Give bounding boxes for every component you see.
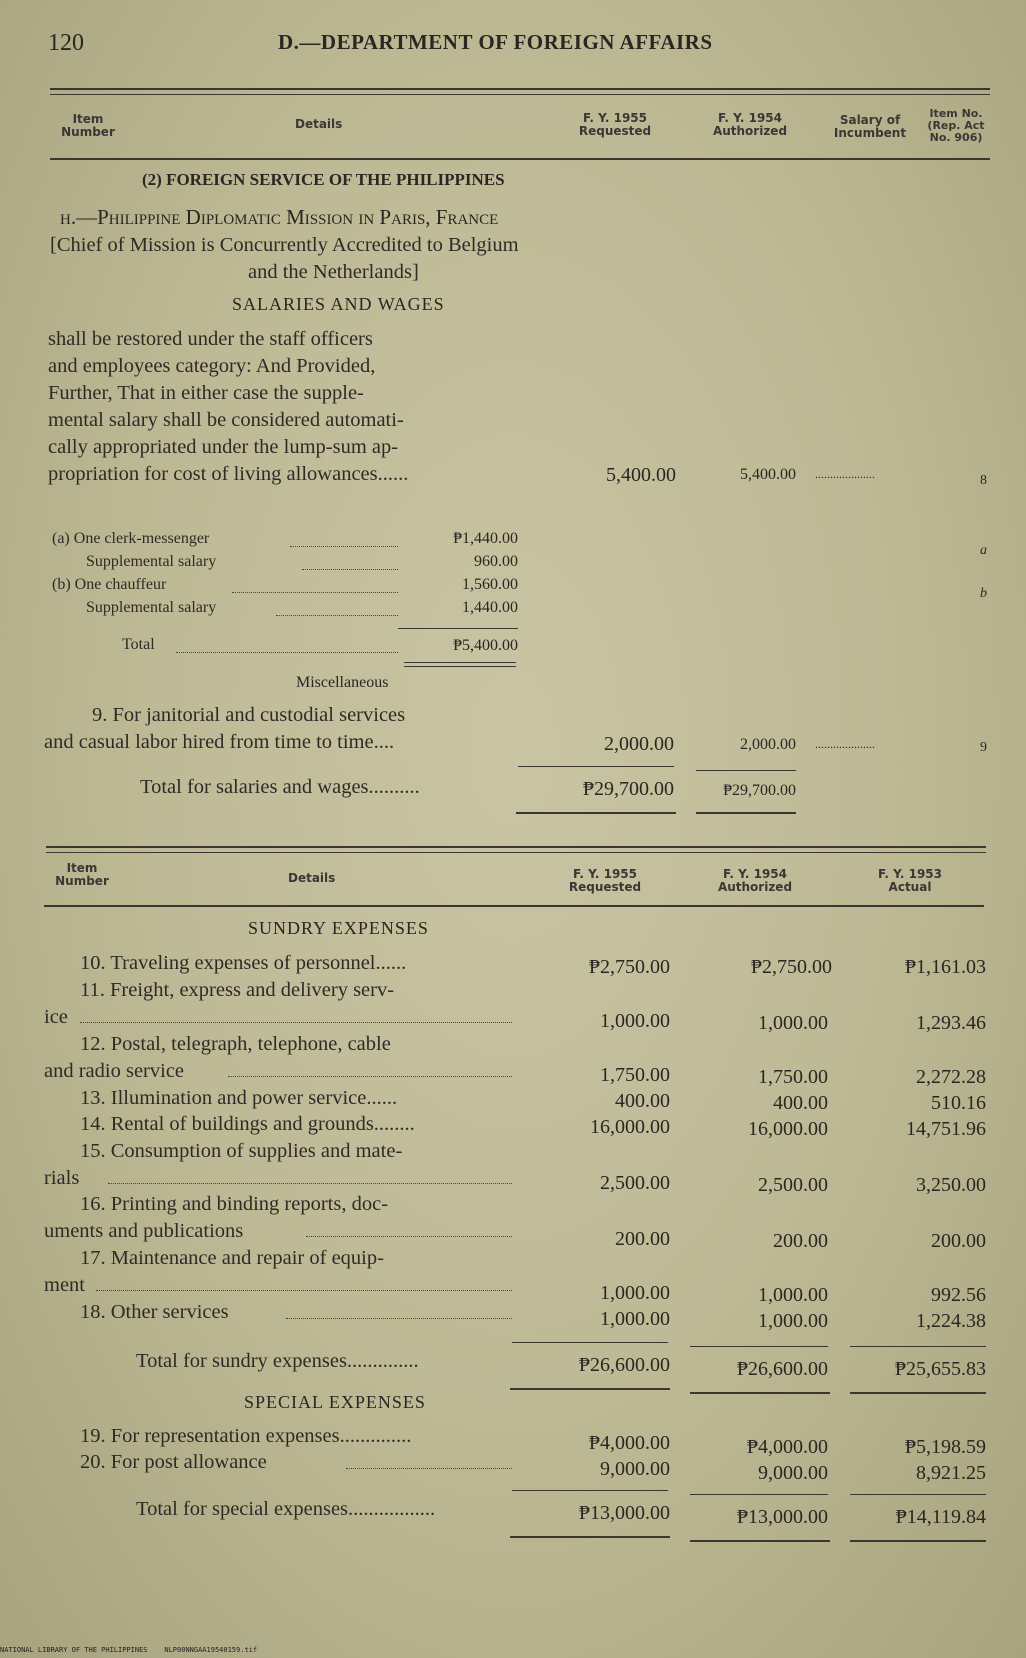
special-19-requested: ₱4,000.00 <box>588 1432 670 1454</box>
breakdown-row-b: (b) One chauffeur <box>52 576 167 593</box>
t2-header-details: Details <box>288 871 336 885</box>
special-total-actual: ₱14,119.84 <box>895 1506 986 1528</box>
salaries-heading: SALARIES AND WAGES <box>232 294 445 314</box>
sundry-row-13: 13. Illumination and power service...... <box>80 1087 398 1109</box>
sundry-11-requested: 1,000.00 <box>600 1010 670 1032</box>
sundry-16-requested: 200.00 <box>615 1228 670 1250</box>
page-number: 120 <box>48 30 84 56</box>
special-19-actual: ₱5,198.59 <box>904 1436 986 1458</box>
leader-16 <box>306 1236 512 1237</box>
item9-requested: 2,000.00 <box>604 733 674 755</box>
para-incumbent: .................... <box>815 467 875 481</box>
sundry-row-18: 18. Other services <box>80 1301 229 1323</box>
leader-15 <box>108 1183 512 1184</box>
leader-b <box>232 592 398 593</box>
header-fy1955: F. Y. 1955 Requested <box>578 111 652 138</box>
misc-heading: Miscellaneous <box>296 674 389 691</box>
sundry-11-authorized: 1,000.00 <box>758 1012 828 1034</box>
special-total-requested: ₱13,000.00 <box>578 1502 670 1524</box>
rule-top-2 <box>46 846 986 848</box>
rule-sundry-top-x <box>850 1346 986 1347</box>
sundry-13-actual: 510.16 <box>931 1092 986 1114</box>
salaries-total-requested: ₱29,700.00 <box>582 778 674 800</box>
rule-special-bottom-a <box>690 1540 830 1542</box>
scan-footer: NATIONAL LIBRARY OF THE PHILIPPINES NLP00NNGAA19540159.tif <box>0 1646 258 1654</box>
special-total-authorized: ₱13,000.00 <box>736 1506 828 1528</box>
sundry-total-actual: ₱25,655.83 <box>894 1358 986 1380</box>
mission-note-1: [Chief of Mission is Concurrently Accredited to Belgium <box>50 234 519 256</box>
sundry-11-actual: 1,293.46 <box>916 1012 986 1034</box>
special-20-actual: 8,921.25 <box>916 1462 986 1484</box>
rule-breakdown-double-2 <box>404 666 516 667</box>
sundry-total-label: Total for sundry expenses.............. <box>136 1350 419 1372</box>
rule-total-top-a <box>696 770 796 771</box>
rule-special-top-a <box>690 1494 828 1495</box>
sundry-row-14: 14. Rental of buildings and grounds........ <box>80 1113 415 1135</box>
sundry-row-17: 17. Maintenance and repair of equip- ment <box>44 1247 384 1296</box>
rule-top-1b <box>50 94 990 95</box>
rule-header-bottom-2 <box>44 905 984 907</box>
sundry-16-actual: 200.00 <box>931 1230 986 1252</box>
breakdown-row-a: (a) One clerk-messenger <box>52 530 210 547</box>
leader-a-supp <box>302 569 398 570</box>
salaries-total-authorized: ₱29,700.00 <box>723 782 796 799</box>
salaries-total-label: Total for salaries and wages.......... <box>140 776 420 798</box>
header-fy1954: F. Y. 1954 Authorized <box>712 111 788 138</box>
t2-header-fy1955: F. Y. 1955 Requested <box>568 867 642 894</box>
item9-line1: 9. For janitorial and custodial services <box>92 704 406 726</box>
sundry-14-requested: 16,000.00 <box>590 1116 670 1138</box>
breakdown-row-b-supp: Supplemental salary <box>86 599 217 616</box>
sundry-18-authorized: 1,000.00 <box>758 1310 828 1332</box>
t2-header-fy1954: F. Y. 1954 Authorized <box>717 867 793 894</box>
rule-special-bottom-r <box>510 1536 670 1538</box>
running-head: D.—DEPARTMENT OF FOREIGN AFFAIRS <box>278 30 713 54</box>
sundry-row-15: 15. Consumption of supplies and mate- rials <box>44 1140 403 1189</box>
special-20-requested: 9,000.00 <box>600 1458 670 1480</box>
breakdown-item-a: a <box>980 543 987 558</box>
header-salary-incumbent: Salary of Incumbent <box>833 113 907 140</box>
special-19-authorized: ₱4,000.00 <box>746 1436 828 1458</box>
para-requested: 5,400.00 <box>606 464 676 486</box>
sundry-14-actual: 14,751.96 <box>906 1118 986 1140</box>
sundry-row-12: 12. Postal, telegraph, telephone, cable and radio service <box>44 1033 391 1082</box>
special-heading: SPECIAL EXPENSES <box>244 1392 426 1412</box>
rule-sundry-bottom-r <box>510 1388 670 1390</box>
breakdown-amount-a: ₱1,440.00 <box>453 530 518 547</box>
sundry-18-actual: 1,224.38 <box>916 1310 986 1332</box>
leader-20 <box>346 1468 512 1469</box>
breakdown-total: ₱5,400.00 <box>453 637 518 654</box>
leader-a <box>290 546 398 547</box>
breakdown-amount-b: 1,560.00 <box>462 576 518 593</box>
sundry-10-requested: ₱2,750.00 <box>588 956 670 978</box>
rule-special-bottom-x <box>850 1540 986 1542</box>
sundry-12-authorized: 1,750.00 <box>758 1066 828 1088</box>
sundry-10-authorized: ₱2,750.00 <box>750 956 832 978</box>
sundry-15-requested: 2,500.00 <box>600 1172 670 1194</box>
sundry-15-authorized: 2,500.00 <box>758 1174 828 1196</box>
sundry-total-authorized: ₱26,600.00 <box>736 1358 828 1380</box>
rule-sundry-bottom-a <box>690 1392 830 1394</box>
para-item-no: 8 <box>980 473 987 488</box>
breakdown-amount-a-supp: 960.00 <box>474 553 518 570</box>
t2-header-item-number: Item Number <box>55 861 109 888</box>
rule-header-bottom-1 <box>50 158 990 160</box>
rule-breakdown-sum <box>398 628 518 629</box>
sundry-14-authorized: 16,000.00 <box>748 1118 828 1140</box>
special-20-authorized: 9,000.00 <box>758 1462 828 1484</box>
rule-sundry-top-a <box>690 1346 828 1347</box>
rule-special-top-r <box>512 1490 668 1491</box>
leader-12 <box>228 1076 512 1077</box>
leader-17 <box>96 1290 512 1291</box>
special-total-label: Total for special expenses................. <box>136 1498 436 1520</box>
section-heading: (2) FOREIGN SERVICE OF THE PHILIPPINES <box>142 170 505 189</box>
leader-11 <box>80 1022 512 1023</box>
rule-total-bottom-a <box>696 812 796 814</box>
leader-18 <box>286 1318 512 1319</box>
rule-sundry-bottom-x <box>850 1392 986 1394</box>
sundry-total-requested: ₱26,600.00 <box>578 1354 670 1376</box>
para-authorized: 5,400.00 <box>740 466 796 483</box>
t2-header-fy1953: F. Y. 1953 Actual <box>877 867 942 894</box>
sundry-17-authorized: 1,000.00 <box>758 1284 828 1306</box>
sundry-row-11: 11. Freight, express and delivery serv- ice <box>44 979 395 1028</box>
sundry-13-requested: 400.00 <box>615 1090 670 1112</box>
breakdown-row-a-supp: Supplemental salary <box>86 553 217 570</box>
rule-sundry-top-r <box>512 1342 668 1343</box>
rule-special-top-x <box>850 1494 986 1495</box>
sundry-13-authorized: 400.00 <box>773 1092 828 1114</box>
special-row-19: 19. For representation expenses.............. <box>80 1425 412 1447</box>
sundry-15-actual: 3,250.00 <box>916 1174 986 1196</box>
item9-authorized: 2,000.00 <box>740 736 796 753</box>
breakdown-amount-b-supp: 1,440.00 <box>462 599 518 616</box>
mission-title: h.—Philippine Diplomatic Mission in Paris, France <box>60 205 499 229</box>
breakdown-item-b: b <box>980 586 987 601</box>
sundry-18-requested: 1,000.00 <box>600 1308 670 1330</box>
leader-total <box>176 652 398 653</box>
sundry-17-requested: 1,000.00 <box>600 1282 670 1304</box>
item9-line2: and casual labor hired from time to time.... <box>44 731 395 753</box>
rule-top-1 <box>50 88 990 90</box>
sundry-row-10: 10. Traveling expenses of personnel...... <box>80 952 407 974</box>
item9-item-no: 9 <box>980 740 987 755</box>
sundry-12-requested: 1,750.00 <box>600 1064 670 1086</box>
mission-note-2: and the Netherlands] <box>248 261 419 283</box>
header-item-no: Item No. (Rep. Act No. 906) <box>927 107 985 144</box>
rule-total-bottom-r <box>516 812 676 814</box>
leader-b-supp <box>276 615 398 616</box>
header-item-number: Item Number <box>61 112 115 139</box>
rule-breakdown-double-1 <box>404 662 516 663</box>
sundry-heading: SUNDRY EXPENSES <box>248 918 429 938</box>
paragraph: shall be restored under the staff officers and employees category: And Provided, Further, That in either case the supple- mental salary shall be considered automati- cally appropriated under the lump-sum ap- propriation for cost of living allowances...... <box>48 328 409 485</box>
sundry-17-actual: 992.56 <box>931 1284 986 1306</box>
rule-top-2b <box>46 852 986 853</box>
sundry-10-actual: ₱1,161.03 <box>904 956 986 978</box>
item9-incumbent: .................... <box>815 737 875 751</box>
header-details: Details <box>295 117 343 131</box>
breakdown-total-label: Total <box>122 636 155 653</box>
sundry-16-authorized: 200.00 <box>773 1230 828 1252</box>
rule-total-top-r <box>518 766 674 767</box>
special-row-20: 20. For post allowance <box>80 1451 267 1473</box>
sundry-row-16: 16. Printing and binding reports, doc- uments and publications <box>44 1193 389 1242</box>
sundry-12-actual: 2,272.28 <box>916 1066 986 1088</box>
